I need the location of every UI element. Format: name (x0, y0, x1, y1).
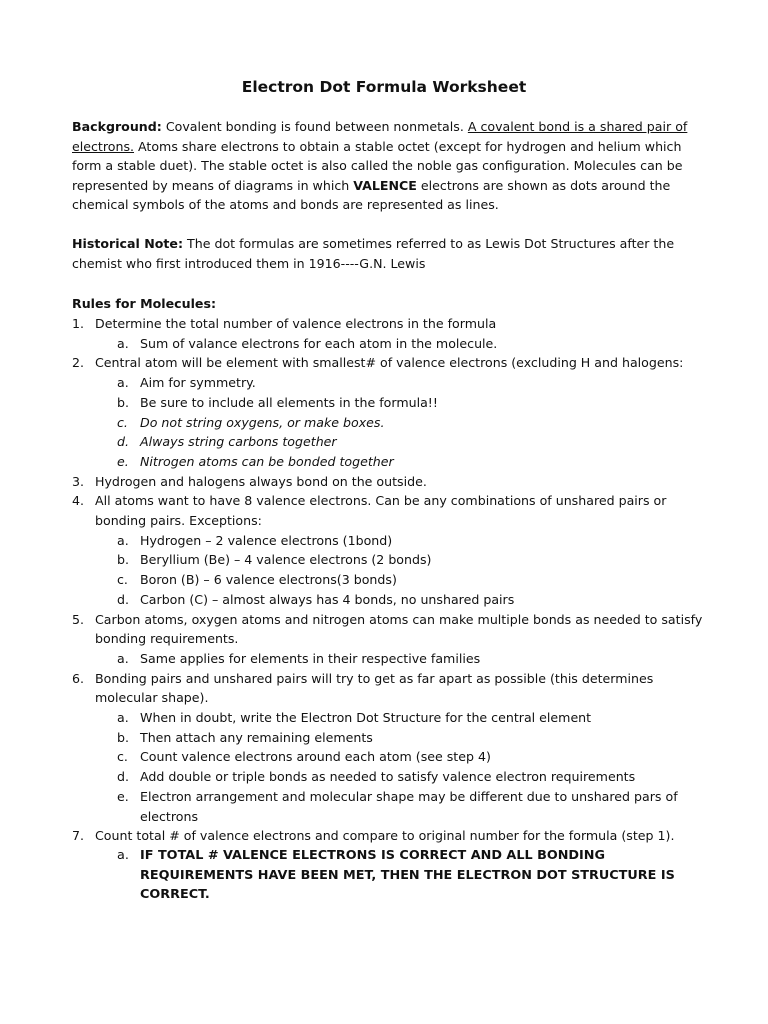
sub-text: Carbon (C) – almost always has 4 bonds, no unshared pairs (140, 591, 515, 607)
rules-list (72, 314, 712, 905)
sub-item (72, 373, 712, 393)
sub-letter: a. (117, 847, 129, 863)
rule-number: 4. (72, 493, 85, 509)
background-text-2: Atoms share electrons to obtain a stable octet (except for hydrogen and helium which form a stable duet). The stable octet is also called the noble gas configuration. Molecules can be represented by means of diagrams in which (72, 138, 683, 193)
sub-text: When in doubt, write the Electron Dot Structure for the central element (140, 710, 592, 726)
background-paragraph (72, 117, 704, 215)
sub-text: Then attach any remaining elements (140, 729, 373, 745)
sub-text: Aim for symmetry. (140, 375, 256, 391)
sub-item (72, 767, 712, 787)
sub-item (72, 747, 712, 767)
sub-text: Electron arrangement and molecular shape may be different due to unshared pars of electrons (140, 788, 678, 824)
sub-item (72, 334, 712, 354)
sub-letter: c. (117, 572, 128, 588)
sub-item (72, 787, 712, 826)
rule-number: 6. (72, 670, 85, 686)
rule-item (72, 353, 712, 373)
sub-item (72, 531, 712, 551)
rule-text: Bonding pairs and unshared pairs will try to get as far apart as possible (this determines molecular shape). (95, 670, 654, 706)
sub-letter: b. (117, 729, 129, 745)
sub-letter: a. (117, 650, 129, 666)
sub-item (72, 452, 712, 472)
rule-number: 3. (72, 473, 85, 489)
sub-letter: b. (117, 552, 129, 568)
rule-item (72, 472, 712, 492)
sub-letter: a. (117, 532, 129, 548)
sub-item (72, 649, 712, 669)
sub-item (72, 570, 712, 590)
sub-text: Add double or triple bonds as needed to satisfy valence electron requirements (140, 769, 636, 785)
sub-text: Nitrogen atoms can be bonded together (140, 453, 394, 469)
sub-letter: d. (117, 434, 129, 450)
sub-letter: b. (117, 394, 129, 410)
sub-text-final: IF TOTAL # VALENCE ELECTRONS IS CORRECT AND ALL BONDING REQUIREMENTS HAVE BEEN MET, THEN THE ELECTRON DOT STRUCTURE IS CORRECT. (140, 847, 675, 903)
rule-text: Count total # of valence electrons and compare to original number for the formula (step 1). (95, 828, 675, 844)
background-underlined: A covalent bond is a shared pair of electrons. (72, 119, 688, 154)
sub-item (72, 413, 712, 433)
sub-text: Same applies for elements in their respective families (140, 650, 481, 666)
sub-item (72, 550, 712, 570)
rule-text: Central atom will be element with smallest# of valence electrons (excluding H and halogens: (95, 355, 684, 371)
sub-text: Hydrogen – 2 valence electrons (1bond) (140, 532, 393, 548)
sub-item (72, 432, 712, 452)
historical-note (72, 234, 704, 273)
rule-text: Hydrogen and halogens always bond on the outside. (95, 473, 427, 489)
sub-letter: a. (117, 375, 129, 391)
sub-item (72, 393, 712, 413)
sub-letter: c. (117, 749, 128, 765)
valence-emphasis: VALENCE (353, 177, 417, 193)
sub-item (72, 590, 712, 610)
sub-text: Be sure to include all elements in the formula!! (140, 394, 438, 410)
sub-text: Boron (B) – 6 valence electrons(3 bonds) (140, 572, 397, 588)
rule-item (72, 669, 712, 708)
sub-item (72, 708, 712, 728)
rule-item (72, 826, 712, 846)
sub-letter: d. (117, 769, 129, 785)
sub-letter: a. (117, 710, 129, 726)
rule-item (72, 491, 712, 530)
rule-text: Carbon atoms, oxygen atoms and nitrogen atoms can make multiple bonds as needed to satisfy bonding requirements. (95, 611, 703, 647)
sub-text: Count valence electrons around each atom (see step 4) (140, 749, 491, 765)
rule-number: 7. (72, 828, 85, 844)
background-label: Background: (72, 119, 162, 134)
sub-text: Always string carbons together (140, 434, 337, 450)
background-text-3: electrons are shown as dots around the chemical symbols of the atoms and bonds are represented as lines. (72, 177, 671, 213)
page-title: Electron Dot Formula Worksheet (241, 78, 527, 96)
rule-item (72, 610, 712, 649)
sub-item (72, 728, 712, 748)
sub-letter: c. (117, 414, 128, 430)
historical-label: Historical Note: (72, 236, 184, 251)
rules-heading: Rules for Molecules: (72, 296, 216, 311)
background-text-1: Covalent bonding is found between nonmetals. (161, 119, 468, 134)
rule-item (72, 314, 712, 334)
sub-text: Beryllium (Be) – 4 valence electrons (2 bonds) (140, 552, 432, 568)
rule-number: 5. (72, 611, 85, 627)
sub-letter: a. (117, 335, 129, 351)
sub-letter: e. (117, 453, 129, 469)
sub-text: Sum of valance electrons for each atom in the molecule. (140, 335, 498, 351)
sub-text: Do not string oxygens, or make boxes. (140, 414, 385, 430)
sub-item-final (72, 846, 712, 905)
rule-text: All atoms want to have 8 valence electrons. Can be any combinations of unshared pairs or bonding pairs. Exceptions: (95, 493, 667, 529)
rule-number: 1. (72, 316, 85, 331)
sub-letter: e. (117, 788, 129, 804)
sub-letter: d. (117, 591, 129, 607)
rule-text: Determine the total number of valence electrons in the formula (95, 316, 497, 331)
historical-text: The dot formulas are sometimes referred to as Lewis Dot Structures after the chemist who first introduced them in 1916----G.N. Lewis (72, 236, 675, 271)
rule-number: 2. (72, 355, 85, 371)
